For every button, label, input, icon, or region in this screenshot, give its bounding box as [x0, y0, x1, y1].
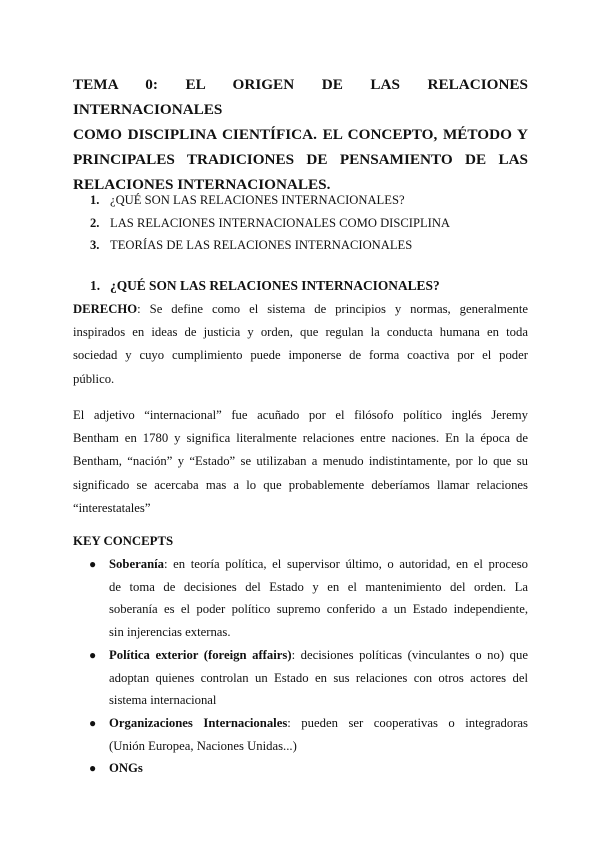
concept-text: : decisiones políticas (vinculantes o no) que [291, 647, 528, 662]
title-line: TEMA 0: EL ORIGEN DE LAS RELACIONES INTERNACIONALES [73, 76, 528, 118]
definition-text: : Se define como el sistema de principios y normas, generalmente [137, 302, 528, 316]
concept-line: sistema internacional [109, 693, 217, 708]
bullet-icon: ● [89, 761, 97, 776]
concept-line [109, 553, 528, 576]
list-item [73, 644, 528, 712]
section-heading-text: ¿QUÉ SON LAS RELACIONES INTERNACIONALES? [110, 278, 440, 293]
concept-line [109, 712, 528, 735]
toc-item [73, 212, 450, 235]
paragraph-line: significado se acercaba mas a lo que probablemente deberíamos llamar relaciones [73, 477, 528, 492]
paragraph-line: “interestatales” [73, 500, 151, 515]
bullet-icon: ● [89, 715, 97, 730]
section-number: 1. [90, 278, 101, 293]
concept-line: soberanía es el poder político supremo conferido a un Estado independiente, [109, 602, 528, 617]
concept-line [109, 757, 528, 780]
title-line: COMO DISCIPLINA CIENTÍFICA. EL CONCEPTO, MÉTODO Y [73, 126, 528, 143]
definition-line: sociedad y cuyo cumplimiento puede imponerse de forma coactiva por el poder [73, 348, 528, 363]
concept-line: sin injerencias externas. [109, 625, 231, 640]
paragraph-line: Bentham, “nación” y “Estado” se utilizaban a menudo indistintamente, por lo que su [73, 454, 528, 469]
concept-term: Política exterior (foreign affairs) [109, 647, 292, 662]
concept-line: (Unión Europea, Naciones Unidas...) [109, 738, 297, 753]
toc-item-number: 1. [90, 193, 100, 207]
list-item [73, 553, 528, 644]
concept-line: adoptan quienes controlan un Estado en sus relaciones con otros actores del [109, 670, 528, 685]
concept-line: de toma de decisiones del Estado y en el mantenimiento del orden. La [109, 579, 528, 594]
paragraph-line: Bentham en 1780 y significa literalmente relaciones entre naciones. En la época de [73, 431, 528, 446]
definition-paragraph [73, 298, 528, 391]
toc-item-text: TEORÍAS DE LAS RELACIONES INTERNACIONALES [110, 238, 413, 252]
concept-text: : en teoría política, el supervisor último, o autoridad, en el proceso [164, 557, 528, 571]
bullet-icon: ● [89, 557, 97, 571]
concept-term: ONGs [109, 761, 143, 776]
list-item [73, 757, 528, 780]
toc-item-text: ¿QUÉ SON LAS RELACIONES INTERNACIONALES? [110, 193, 405, 207]
paragraph-line: El adjetivo “internacional” fue acuñado por el filósofo político inglés Jeremy [73, 408, 528, 422]
toc-item-number: 3. [90, 238, 100, 252]
definition-line: público. [73, 371, 115, 386]
toc-item-number: 2. [90, 215, 100, 230]
title-line: PRINCIPALES TRADICIONES DE PENSAMIENTO DE LAS [73, 151, 528, 168]
table-of-contents [73, 189, 450, 257]
definition-line: inspirados en ideas de justicia y orden, que regulan la conducta humana en toda [73, 325, 528, 340]
concept-text: : pueden ser cooperativas o integradoras [287, 715, 528, 730]
definition-term: DERECHO [73, 302, 138, 316]
adjective-paragraph [73, 404, 528, 520]
toc-item-text: LAS RELACIONES INTERNACIONALES COMO DISCIPLINA [110, 215, 451, 230]
concept-line [109, 644, 528, 667]
section-heading [73, 276, 528, 296]
concept-term: Soberanía [109, 557, 164, 571]
concept-term: Organizaciones Internacionales [109, 715, 288, 730]
definition-line [73, 298, 528, 321]
title-line: RELACIONES INTERNACIONALES. [73, 176, 331, 193]
toc-item [73, 234, 450, 257]
key-concepts-heading: KEY CONCEPTS [73, 534, 174, 548]
list-item [73, 712, 528, 757]
bullet-icon: ● [89, 647, 97, 662]
key-concepts-list [73, 553, 528, 780]
page-title [73, 72, 528, 197]
toc-item [73, 189, 450, 212]
